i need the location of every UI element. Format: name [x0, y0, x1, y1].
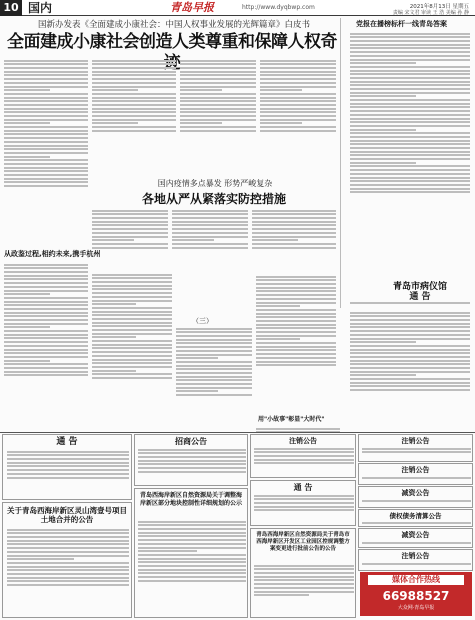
covid-body-col3 — [252, 208, 336, 268]
zhuxiao-ad-1-body — [254, 446, 354, 476]
hotline-label: 媒体合作热线 — [368, 575, 464, 585]
hotline-sub: 大众网·青岛早报 — [397, 605, 435, 611]
notice-ad-1-title: 通 告 — [56, 437, 78, 447]
covid-kicker: 国内疫情多点暴发 形势严峻复杂 — [157, 179, 273, 188]
right-col-title: 党报在播榜标杆一线青岛答案 — [356, 20, 447, 28]
right-col-body2 — [350, 310, 470, 430]
planning-ad — [134, 488, 248, 618]
newspaper-logo: 青岛早报 — [170, 1, 214, 14]
zhaoshang-title: 招商公告 — [175, 437, 207, 446]
story-numeral: （三） — [192, 317, 213, 325]
zhuxiao-ad-4-body — [362, 561, 471, 571]
lead-body-col2 — [92, 58, 176, 170]
relocation-ad-title: 关于青岛西海岸新区灵山湾壹号项目土地合并的公告 — [7, 506, 127, 524]
debt-ad-body — [362, 520, 471, 526]
right-col-body1 — [350, 31, 470, 271]
relocation-ad — [2, 502, 132, 618]
lead-body-col4 — [260, 58, 336, 170]
covid-body-col5 — [256, 274, 336, 414]
debt-ad — [358, 509, 473, 527]
hotline-ad — [360, 572, 472, 616]
related-headline: 用"小故事"彰显"大时代" — [258, 416, 325, 423]
planning2-ad-body — [254, 563, 354, 615]
side-story-body2 — [92, 272, 172, 430]
lead-body-col3 — [180, 58, 256, 170]
covid-headline: 各地从严从紧落实防控措施 — [141, 192, 286, 206]
relocation-ad-body — [7, 527, 129, 615]
planning-ad-title: 青岛西海岸新区自然资源局关于调整海岸新区部分地块控制性详细规划的公示 — [139, 492, 242, 507]
zhuxiao-ad-2-body — [362, 446, 471, 461]
covid-body-col1 — [92, 208, 168, 268]
issue-date: 2021年8月13日 星期五 — [409, 4, 469, 10]
editor-credits: 责编 宋文君 审读 王 浩 美编 孙 静 — [392, 10, 469, 16]
zhuxiao-ad-3 — [358, 463, 473, 485]
zhaoshang-ad — [134, 434, 248, 486]
lead-kicker: 国新办发表《全面建成小康社会：中国人权事业发展的光辉篇章》白皮书 — [37, 20, 310, 30]
jianzi-ad-2-title: 减资公告 — [401, 531, 430, 539]
page-number: 10 — [0, 0, 22, 16]
side-story-title: 从政鉴过程,相约未来,携手杭州 — [4, 250, 101, 258]
funeral-notice-sub: 通 告 — [409, 292, 431, 302]
jianzi-ad-2 — [358, 528, 473, 548]
lead-headline: 全面建成小康社会创造人类尊重和保障人权奇 — [7, 32, 337, 52]
planning2-ad-title: 青岛西海岸新区自然资源局关于青岛市西海岸新区开发区工业园区控规调整方案变更进行批前公告的公告 — [256, 532, 350, 552]
jianzi-ad-1 — [358, 486, 473, 508]
jianzi-ad-1-body — [362, 498, 471, 508]
zhuxiao-ad-4-title: 注销公告 — [401, 552, 430, 560]
jianzi-ad-1-title: 减资公告 — [401, 489, 430, 497]
website-url[interactable]: http://www.dyqbwp.com — [242, 4, 315, 11]
planning-ad-body — [138, 519, 246, 615]
lead-body-col1 — [4, 58, 88, 248]
zhuxiao-ad-1-title: 注销公告 — [289, 437, 317, 445]
covid-body-col4 — [176, 326, 252, 430]
notice-ad-1-body — [7, 449, 129, 497]
side-story-body — [4, 262, 88, 430]
funeral-notice-body — [350, 300, 470, 308]
debt-ad-title: 债权债务清算公告 — [389, 512, 442, 520]
zhaoshang-body — [138, 447, 246, 485]
notice-ad-1 — [2, 434, 132, 500]
section-name: 国内 — [28, 1, 53, 15]
page-header — [0, 0, 475, 16]
planning2-ad — [250, 528, 356, 618]
hotline-number[interactable]: 66988527 — [382, 589, 450, 603]
tonggao-ad-2-title: 通 告 — [293, 483, 313, 492]
covid-body-col2 — [172, 208, 248, 268]
zhuxiao-ad-2-title: 注销公告 — [401, 437, 430, 445]
tonggao-ad-2 — [250, 480, 356, 526]
zhuxiao-ad-1 — [250, 434, 356, 478]
zhuxiao-ad-3-body — [362, 475, 471, 485]
zhuxiao-ad-3-title: 注销公告 — [401, 466, 430, 474]
jianzi-ad-2-body — [362, 540, 471, 548]
zhuxiao-ad-4 — [358, 549, 473, 571]
zhuxiao-ad-2 — [358, 434, 473, 462]
tonggao-ad-2-body — [254, 493, 354, 525]
funeral-notice-title: 青岛市病仪馆 — [392, 282, 447, 292]
